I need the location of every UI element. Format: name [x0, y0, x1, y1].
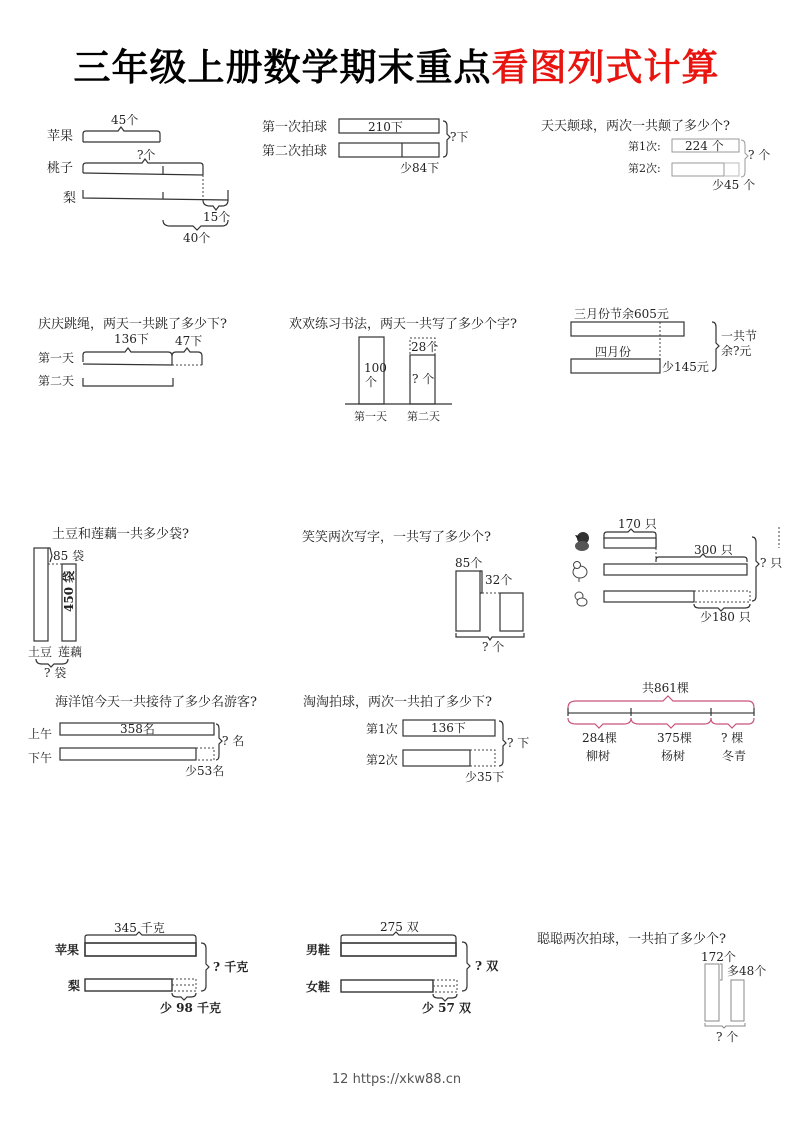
label-less-98: 少 98 千克 [160, 1001, 222, 1015]
label-peach-unknown: ?个 [137, 148, 156, 162]
label-holly-count: ? 棵 [721, 731, 744, 745]
label-total: 共861棵 [642, 681, 689, 695]
label-willow: 柳树 [586, 749, 611, 763]
label-less-57: 少 57 双 [422, 1001, 472, 1015]
label-first: 第1次: [628, 140, 661, 153]
label-300: 300 只 [694, 543, 733, 557]
label-lotus: 莲藕 [58, 645, 83, 659]
label-total: ? 只 [760, 556, 783, 570]
label-85: 85个 [455, 556, 483, 570]
label-second: 第二次拍球 [262, 144, 328, 159]
footer [0, 1072, 793, 1087]
label-total: ? 名 [222, 734, 245, 748]
label-172: 172个 [701, 950, 736, 964]
label-april: 四月份 [595, 345, 632, 359]
footer-url[interactable]: https://xkw88.cn [352, 1072, 462, 1087]
label-potato: 土豆 [28, 645, 53, 659]
label-willow-count: 284棵 [582, 731, 617, 745]
label-total: ? 袋 [44, 666, 67, 680]
label-less-45: 少45 个 [712, 178, 756, 192]
label-345: 345 千克 [114, 921, 165, 935]
label-pear: 梨 [63, 191, 77, 206]
label-pear: 梨 [68, 979, 81, 993]
label-holly: 冬青 [722, 749, 747, 763]
label-100-unit: 个 [365, 375, 378, 389]
label-100: 100 [364, 361, 387, 375]
question-10: 海洋馆今天一共接待了多少名游客? [55, 695, 257, 710]
label-total: ? 个 [748, 148, 771, 162]
label-women: 女鞋 [306, 980, 331, 994]
label-275: 275 双 [380, 920, 419, 934]
label-day1: 第一天 [38, 351, 75, 365]
label-peach: 桃子 [47, 161, 74, 176]
label-40: 40个 [183, 231, 211, 245]
label-poplar: 杨树 [661, 749, 686, 763]
question-8: 笑笑两次写字，一共写了多少个? [302, 530, 491, 545]
title-red-part: 看图列式计算 [491, 46, 720, 89]
label-224: 224 个 [685, 139, 724, 153]
page-number: 12 [331, 1072, 349, 1087]
label-total-line1: 一共节 [721, 329, 758, 343]
label-210: 210下 [368, 120, 403, 134]
label-136: 136下 [114, 332, 149, 346]
label-apple: 苹果 [55, 943, 80, 957]
question-15: 聪聪两次拍球，一共拍了多少个? [537, 932, 726, 947]
label-day1: 第一天 [354, 410, 387, 423]
label-450: 450 袋 [62, 570, 76, 612]
label-morning: 上午 [28, 727, 53, 741]
label-total: ? 个 [482, 640, 505, 654]
label-afternoon: 下午 [28, 751, 53, 765]
label-march: 三月份节余605元 [574, 307, 669, 321]
question-7: 土豆和莲藕一共多少袋? [52, 527, 189, 542]
label-total: ? 个 [716, 1030, 739, 1044]
label-total: ? 双 [475, 959, 499, 973]
title-black-part: 三年级上册数学期末重点 [73, 46, 492, 89]
label-28: 28个 [411, 340, 439, 354]
label-day2: 第二天 [38, 374, 75, 388]
label-more-48: 多48个 [727, 964, 767, 978]
question-4: 庆庆跳绳，两天一共跳了多少下? [38, 317, 227, 332]
label-second: 第2次: [628, 162, 661, 175]
label-total-line2: 余?元 [721, 344, 752, 358]
label-men: 男鞋 [306, 943, 331, 957]
label-poplar-count: 375棵 [657, 731, 692, 745]
label-less-145: 少145元 [662, 360, 709, 374]
label-total: ? 下 [507, 736, 530, 750]
label-second: 第2次 [366, 753, 398, 767]
label-less-180: 少180 只 [700, 610, 751, 624]
label-45: 45个 [111, 113, 139, 127]
label-less-35: 少35下 [465, 770, 505, 784]
label-85: 85 袋 [53, 549, 85, 563]
label-less-53: 少53名 [185, 764, 225, 778]
question-11: 淘淘拍球，两次一共拍了多少下? [303, 695, 492, 710]
label-170: 170 只 [618, 517, 657, 531]
label-136: 136下 [431, 721, 466, 735]
label-first: 第1次 [366, 722, 398, 736]
label-15: 15个 [203, 210, 231, 224]
question-5: 欢欢练习书法，两天一共写了多少个字? [289, 317, 517, 332]
label-first: 第一次拍球 [262, 120, 328, 135]
label-47: 47下 [175, 334, 203, 348]
label-unknown: ? 个 [412, 372, 435, 386]
label-day2: 第二天 [407, 410, 440, 423]
label-358: 358名 [120, 722, 155, 736]
label-32: 32个 [485, 573, 513, 587]
label-less-84: 少84下 [400, 161, 440, 175]
question-3: 天天颠球，两次一共颠了多少个? [541, 119, 730, 134]
label-apple: 苹果 [47, 129, 74, 144]
label-total: ? 千克 [213, 960, 249, 974]
label-total: ?下 [450, 130, 469, 144]
